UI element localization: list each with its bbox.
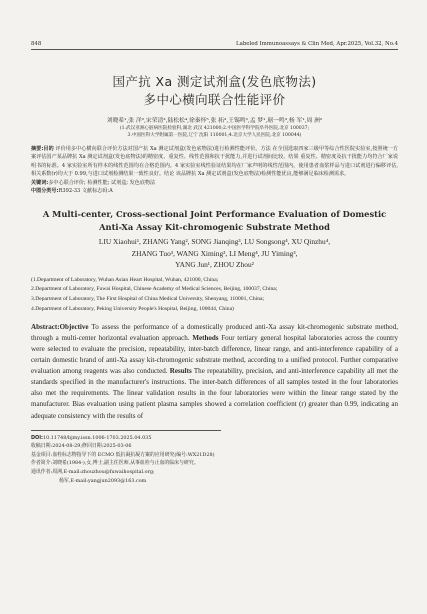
objective-label: Objective [59, 323, 89, 332]
running-header [31, 0, 398, 47]
footnote-rule [31, 430, 221, 431]
chinese-abstract [31, 145, 398, 179]
doi-label: DOI: [31, 434, 43, 441]
english-authors-line-2: ZHANG Tuo³, WANG Ximing³, LI Meng⁴, JU Yiming³, [131, 248, 298, 258]
chinese-keywords [31, 179, 398, 187]
english-affiliation-1: (1.Department of Laboratory, Wuhan Asian Heart Hospital, Wuhan, 421000, China; [31, 276, 219, 283]
chinese-authors: 刘晓希¹,张 洋²,宋荣清³,陆松松⁴,徐秦怀⁵,张 拓³,王锡鸣³,孟 梦¹,琚一鸣³,杨 军¹,周 洲² [106, 118, 323, 124]
chinese-abstract-body: 评价用多中心横向联合评价方法对国产抗 Xa 测定试剂盒(发色底物法)进行检测性能评价。方法 在全国选取四家三级甲等综合性医院实验室,按照统一方案评估国产某品牌抗 Xa 测定试剂盒(发色底物法)的精密度、重复性、线性范围和抗干扰能力,并进行试剂间比较。结果 重复性、精密度及抗干扰能力均符合厂家说明书的标准。4 家实验室所有样本的线性范围均在合格范围内。4 家实验室线性验证结果均在厂家声明的线性范围内。使用患者血浆样品与进口试剂进行偏移评估,相关系数(r)均大于 0.99,与进口试剂检测结果一致性良好。结论 该品牌抗 Xa 测定试剂盒(发色底物法)检测性能优良,能够满足临床检测需求。 [31, 145, 398, 178]
methods-text: Four tertiary general hospital laboratories across the country were selected to evaluate the precision, repeatability, inter-batch difference, linear range, and anti-interference capability of a certain domestic brand of anti-Xa assay kit-chromogenic substrate method, according to a unified protocol. Further comparative evaluation among reagents was also conducted. [31, 334, 399, 376]
english-affiliation-3: 3.Department of Laboratory, The First Hospital of China Medical University, Shenyang, 110001, China; [31, 295, 265, 302]
english-authors [31, 236, 398, 271]
english-authors-line-1: LIU Xiaohui¹, ZHANG Yang², SONG Jianqing³, LU Songsong⁴, XU Qinzhu⁴, [98, 236, 331, 246]
english-abstract [31, 322, 398, 421]
chinese-affiliations [31, 126, 398, 140]
fund-note: 基金项目:血栓标志物指导下的 ECMO 低抗凝抗凝方案的应用研究(编号:WX21D28) [31, 451, 215, 458]
doi-line [31, 434, 398, 443]
chinese-affiliation-line-2: 3.中国医科大学附属第一医院,辽宁 沈阳 110001;4.北京大学人民医院,北京 100044) [127, 132, 302, 138]
page-number: 848 [31, 41, 42, 47]
english-affiliations [31, 276, 398, 314]
english-authors-line-3: YANG Jun¹, ZHOU Zhou² [175, 260, 254, 270]
english-title-line-2: Anti-Xa Assay Kit-chromogenic Substrate Method [99, 222, 330, 233]
chinese-clc-text: R392-33 文献标志码:A [58, 188, 113, 195]
doi-value: 10.11748/bjmy.issn.1006-1703.2025.04.035 [43, 434, 152, 441]
chinese-title-line-1: 国产抗 Xa 测定试剂盒(发色底物法) [112, 74, 317, 89]
corresponding-author-1: 通讯作者:周洲,E-mail:zhouzhou@fuwaihospital.org; [31, 468, 155, 475]
author-bio: 作者简介:刘晓希(1984-),女,博士,副主任医师,从事血栓与止血的临床与研究。 [31, 460, 199, 467]
objective-text: To assess the performance of a domestically produced anti-Xa assay kit-chromogenic substrate method, through a multi-center horizontal evaluation approach. [31, 323, 398, 343]
results-text: The repeatability, precision, and anti-interference capability all met the standards specified in the manufacturer's instructions. The inter-batch differences of all samples tested in the four laboratories also met the requirements. The linear validation results in the four laboratories were within the linear range stated by the manufacturer. Bias evaluation using patient plasma samples showed a correlation coefficient (r) greater than 0.99, indicating an adequate consistency with the results of [31, 367, 399, 420]
results-label: Results [169, 367, 192, 376]
chinese-keywords-text: 多中心联合评价; 检测性能; 试剂盒; 发色底物法 [48, 179, 156, 186]
corresponding-author-2: 杨军,E-mail:yangjun2093@163.com [59, 477, 147, 484]
header-rule [31, 49, 398, 50]
english-affiliation-4: 4.Department of Laboratory, Peking University People's Hospital, Beijing, 100044, China) [31, 305, 234, 312]
chinese-title [31, 73, 398, 108]
journal-citation: Labeled Immunoassays & Clin Med, Apr.2025, Vol.32, No.4 [236, 41, 398, 47]
chinese-title-line-2: 多中心横向联合性能评价 [143, 91, 286, 107]
chinese-abstract-label: 摘要:目的 [31, 145, 54, 152]
received-date: 收稿日期:2024-08-29;修回日期:2025-03-06 [31, 443, 132, 450]
chinese-keywords-label: 关键词: [31, 179, 49, 186]
chinese-affiliation-line-1: (1.武汉亚洲心脏病医院检验科,湖北 武汉 421000;2.中国医学科学院阜外医院,北京 100037; [119, 126, 310, 131]
chinese-clc-label: 中图分类号: [31, 188, 59, 195]
english-affiliation-2: 2.Department of Laboratory, Fuwai Hospital, Chinese Academy of Medical Sciences, Beijing, 100037, China; [31, 286, 278, 293]
english-title-line-1: A Multi-center, Cross-sectional Joint Performance Evaluation of Domestic [42, 208, 387, 219]
english-abstract-label: Abstract: [31, 323, 60, 332]
chinese-classification [31, 187, 398, 195]
english-title [31, 208, 398, 235]
methods-label: Methods [192, 334, 219, 343]
footnotes [31, 434, 398, 486]
